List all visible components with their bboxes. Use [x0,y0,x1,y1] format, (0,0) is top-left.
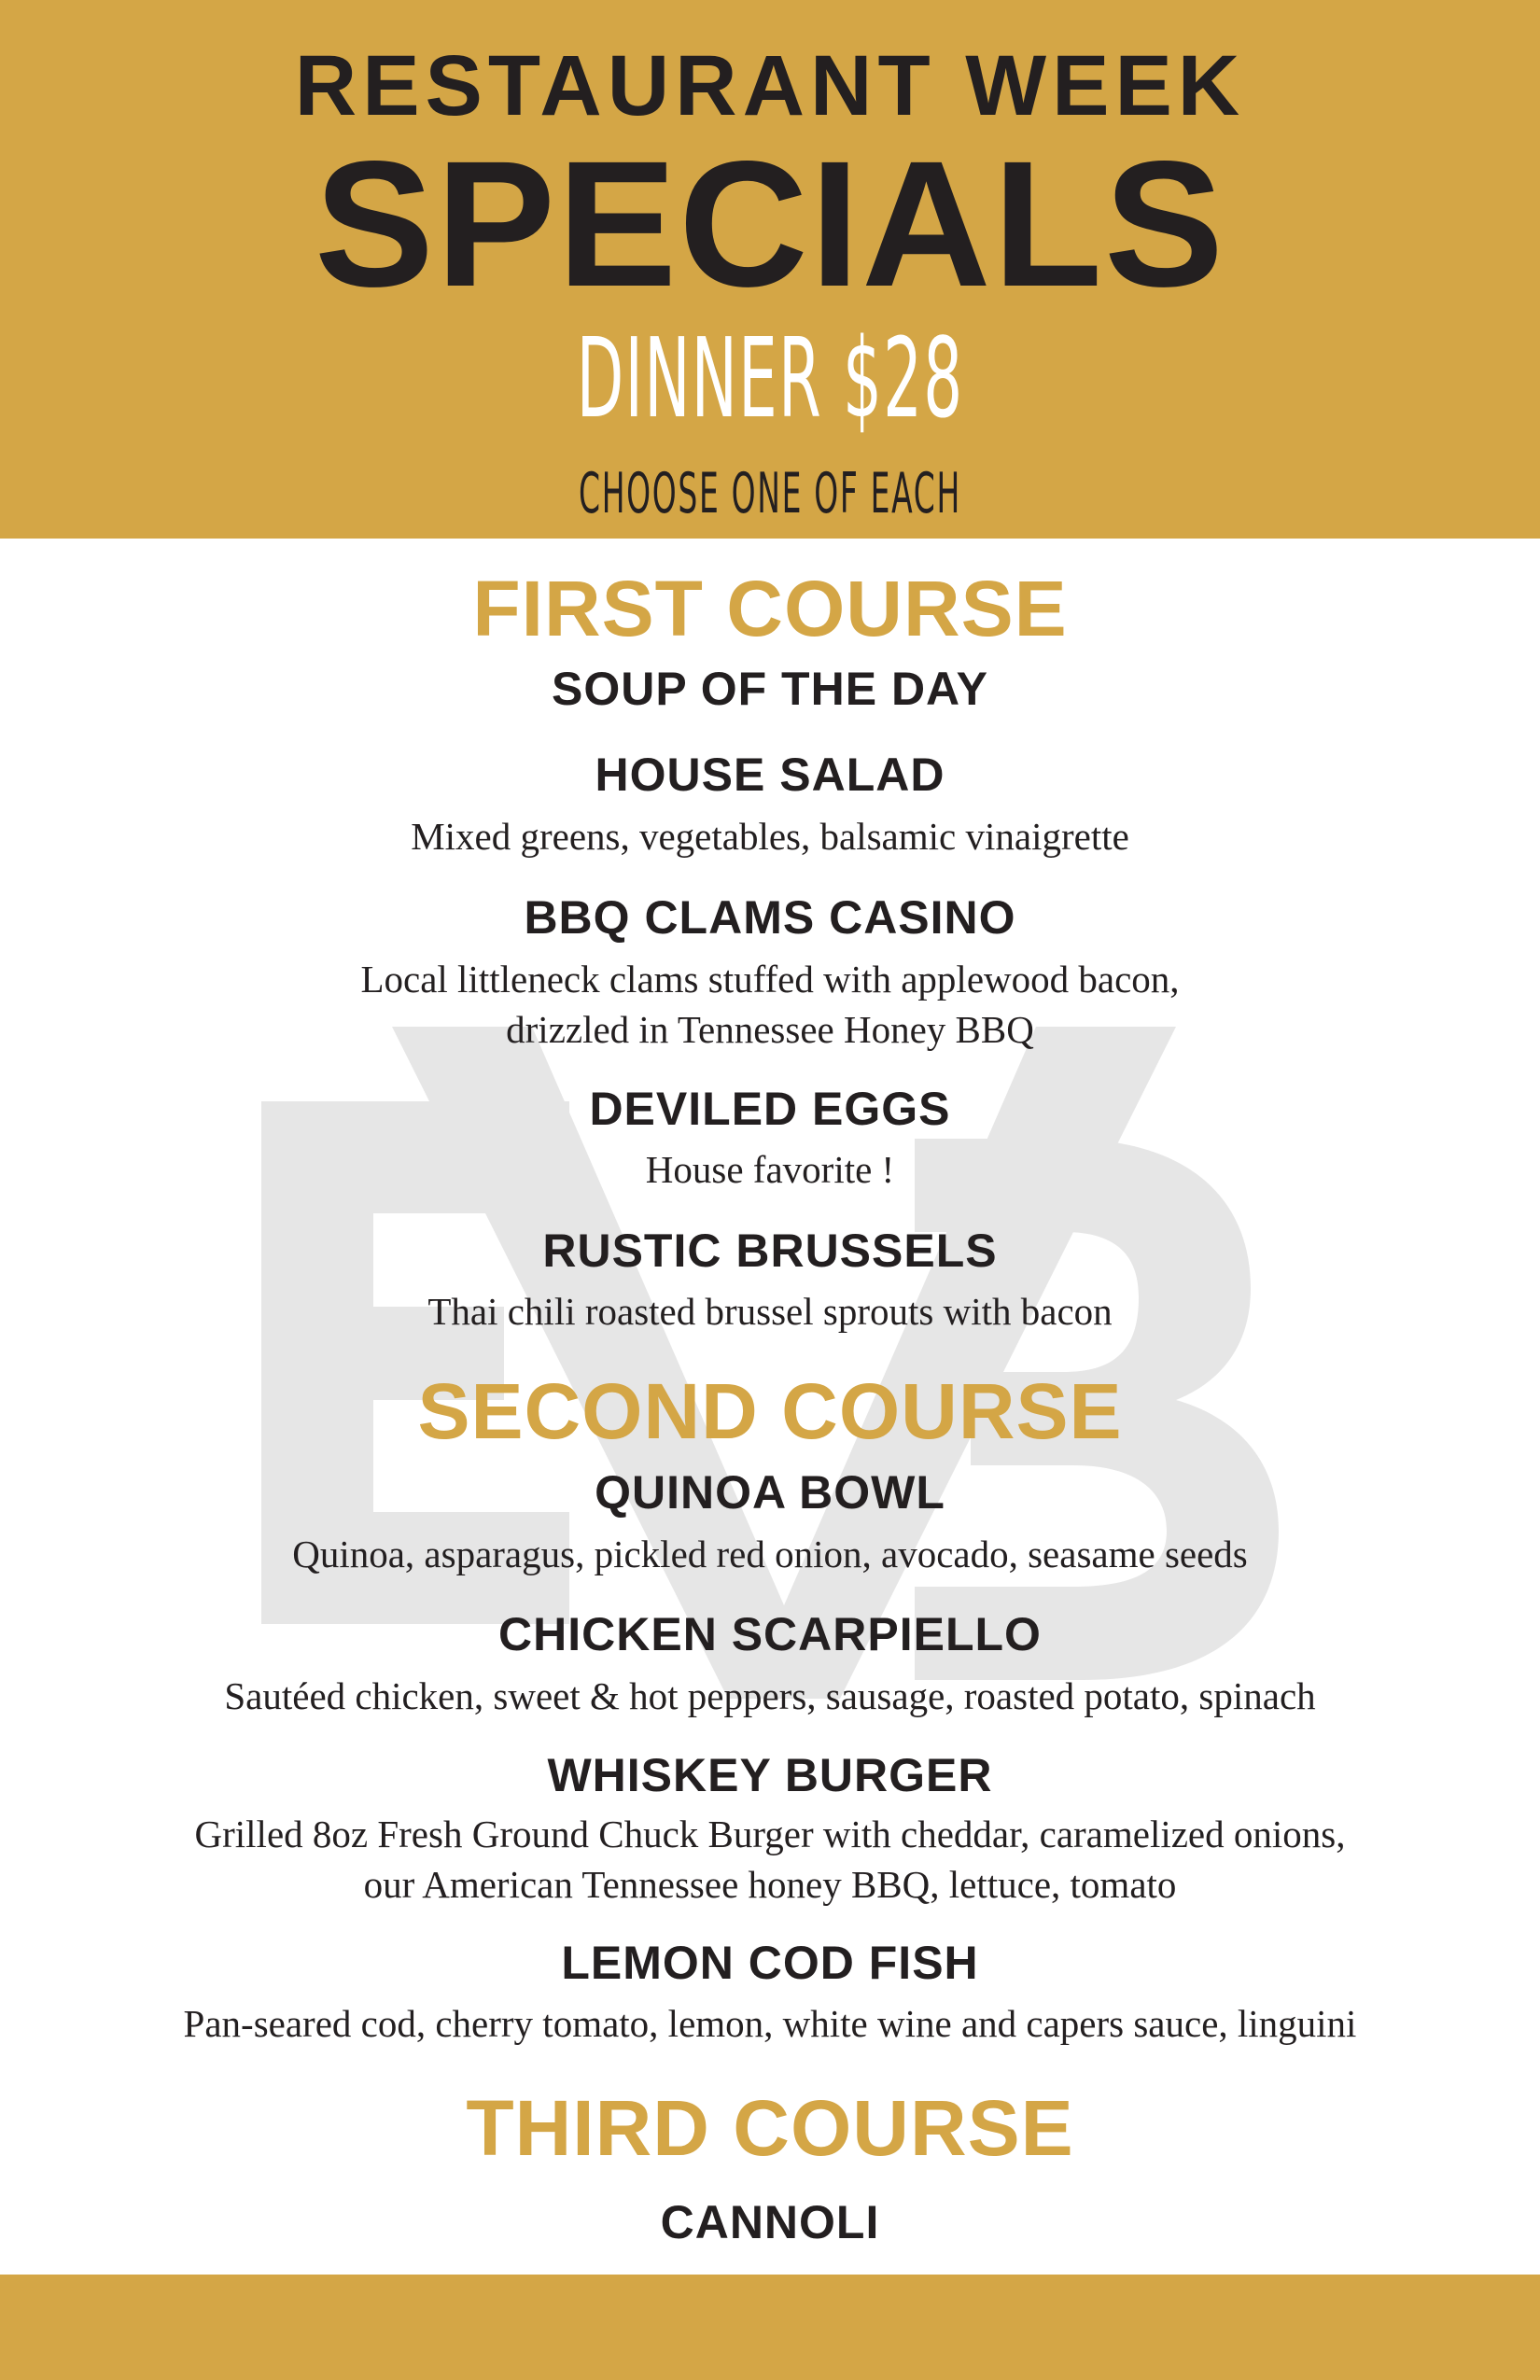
menu-item-lemon-cod: LEMON COD FISH [561,1937,979,1989]
menu-item-rustic-brussels: RUSTIC BRUSSELS [542,1225,998,1277]
menu-item-whiskey-burger: WHISKEY BURGER [547,1749,993,1801]
menu-item-quinoa-bowl: QUINOA BOWL [595,1466,945,1519]
menu-item-cannoli: CANNOLI [660,2196,880,2248]
menu-item-rustic-brussels-desc: Thai chili roasted brussel sprouts with bacon [427,1290,1113,1333]
menu-item-quinoa-bowl-desc: Quinoa, asparagus, pickled red onion, avocado, seasame seeds [292,1533,1248,1575]
menu-item-soup: SOUP OF THE DAY [552,663,988,715]
header-title-line2: SPECIALS [314,123,1226,324]
course-title-second: SECOND COURSE [417,1367,1123,1455]
menu-item-bbq-clams-desc-1: Local littleneck clams stuffed with applewood bacon, [360,958,1180,1001]
menu-item-lemon-cod-desc: Pan-seared cod, cherry tomato, lemon, white wine and capers sauce, linguini [183,2002,1357,2045]
dinner-price: DINNER $28 [576,314,964,442]
choose-instruction: CHOOSE ONE OF EACH [579,461,961,526]
menu-item-bbq-clams: BBQ CLAMS CASINO [524,891,1016,944]
menu-item-house-salad: HOUSE SALAD [595,749,945,801]
menu-item-chicken-scarpiello-desc: Sautéed chicken, sweet & hot peppers, sausage, roasted potato, spinach [224,1674,1316,1717]
course-title-first: FIRST COURSE [472,565,1068,652]
menu-item-whiskey-burger-desc-1: Grilled 8oz Fresh Ground Chuck Burger with cheddar, caramelized onions, [194,1813,1346,1855]
menu-item-deviled-eggs-desc: House favorite ! [645,1148,895,1191]
menu-item-bbq-clams-desc-2: drizzled in Tennessee Honey BBQ [506,1008,1034,1051]
header-title-line1: RESTAURANT WEEK [294,38,1246,133]
menu-item-whiskey-burger-desc-2: our American Tennessee honey BBQ, lettuce, tomato [363,1863,1177,1906]
course-title-third: THIRD COURSE [466,2084,1074,2172]
menu-item-house-salad-desc: Mixed greens, vegetables, balsamic vinaigrette [411,815,1129,858]
menu-item-chicken-scarpiello: CHICKEN SCARPIELLO [498,1608,1042,1660]
footer-band [0,2275,1540,2380]
menu-item-deviled-eggs: DEVILED EGGS [589,1083,951,1135]
